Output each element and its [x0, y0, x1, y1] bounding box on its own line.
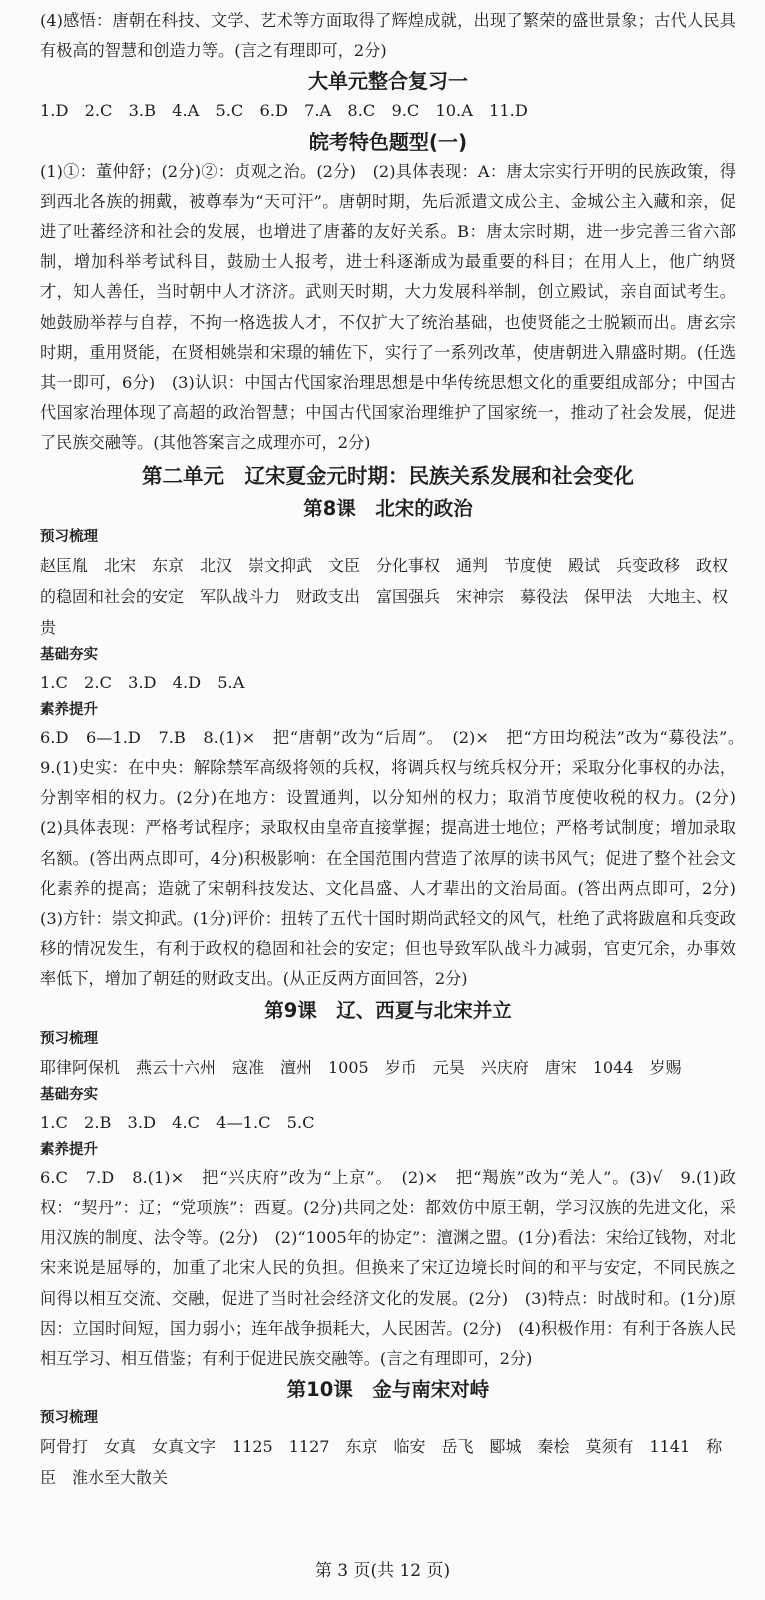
unit2-title: 第二单元 辽宋夏金元时期：民族关系发展和社会变化: [142, 463, 634, 488]
lesson8-preview-label: 预习梳理: [40, 528, 98, 545]
lesson8-improve-text: 6.D 6—1.D 7.B 8.(1)× 把“唐朝”改为“后周”。 (2)× 把“方田均税法”改为“募役法”。 9.(1)史实：在中央：解除禁军高级将领的兵权，将调兵权与统兵权分开；采取分化事权的办法，分割宰相的权力。(2分)在地方：设置通判，以分知州的权力；取消节度使收税的权力。(2分) (2)具体表现：严格考试程序；录取权由皇帝直接掌握；提高进士地位；严格考试制度；增加录取名额。(答出两点即可，4分)积极影响：在全国范围内营造了浓厚的读书风气；促进了整个社会文化素养的提高；造就了宋朝科技发达、文化昌盛、人才辈出的文治局面。(答出两点即可，2分) (3)方针：崇文抑武。(1分)评价：扭转了五代十国时期尚武轻文的风气，杜绝了武将跋扈和兵变政移的情况发生，有利于政权的稳固和社会的安定；但也导致军队战斗力减弱，官吏冗余，办事效率低下，增加了朝廷的财政支出。(从正反两方面回答，2分): [40, 727, 753, 989]
page-footer: 第 3 页(共 12 页): [314, 1561, 451, 1581]
review1-answers: 1.D 2.C 3.B 4.A 5.C 6.D 7.A 8.C 9.C 10.A 11.D: [40, 101, 528, 121]
answer-page: [40, 6, 753, 1493]
lesson9-preview-terms: 耶律阿保机 燕云十六州 寇准 澶州 1005 岁币 元昊 兴庆府 唐宋 1044 岁赐: [40, 1057, 682, 1077]
lesson10-preview-terms: 阿骨打 女真 女真文字 1125 1127 东京 临安 岳飞 郾城 秦桧 莫须有 1141 称臣 淮水至大散关: [40, 1437, 723, 1488]
lesson8-title: 第8课 北宋的政治: [303, 496, 473, 520]
top-paragraph: (4)感悟：唐朝在科技、文学、艺术等方面取得了辉煌成就，出现了繁荣的盛世景象；古代人民具有极高的智慧和创造力等。(言之有理即可，2分): [40, 11, 736, 61]
lesson10-title: 第10课 金与南宋对峙: [286, 1378, 490, 1402]
lesson9-improve-label: 素养提升: [40, 1141, 98, 1158]
review1-title: 大单元整合复习一: [308, 69, 468, 94]
special1-text: (1)①：董仲舒；(2分)②：贞观之治。(2分) (2)具体表现：A：唐太宗实行开明的民族政策，得到西北各族的拥戴，被尊奉为“天可汗”。唐朝时期，先后派遣文成公主、金城公主入藏和亲，促进了吐蕃经济和社会的发展，也增进了唐蕃的友好关系。B：唐太宗时期，进一步完善三省六部制，增加科举考试科目，鼓励士人报考，进士科逐渐成为最重要的科目；在用人上，他广纳贤才，知人善任，当时朝中人才济济。武则天时期，大力发展科举制，创立殿试，亲自面试考生。她鼓励举荐与自荐，不拘一格选拔人才，不仅扩大了统治基础，也使贤能之士脱颖而出。唐玄宗时期，重用贤能，在贤相姚崇和宋璟的辅佐下，实行了一系列改革，使唐朝进入鼎盛时期。(任选其一即可，6分) (3)认识：中国古代国家治理思想是中华传统思想文化的重要组成部分；中国古代国家治理体现了高超的政治智慧；中国古代国家治理维护了国家统一，推动了社会发展，促进了民族交融等。(其他答案言之成理亦可，2分): [40, 161, 736, 453]
lesson8-preview-terms: 赵匡胤 北宋 东京 北汉 崇文抑武 文臣 分化事权 通判 节度使 殿试 兵变政移 政权的稳固和社会的安定 军队战斗力 财政支出 富国强兵 宋神宗 募役法 保甲法 大地主、权贵: [40, 555, 729, 637]
lesson8-basic-label: 基础夯实: [40, 646, 98, 663]
lesson8-basic-answers: 1.C 2.C 3.D 4.D 5.A: [40, 672, 245, 692]
lesson9-basic-answers: 1.C 2.B 3.D 4.C 4—1.C 5.C: [40, 1112, 315, 1132]
lesson9-improve-text: 6.C 7.D 8.(1)× 把“兴庆府”改为“上京”。 (2)× 把“羯族”改为“羌人”。(3)√ 9.(1)政权：“契丹”：辽；“党项族”：西夏。(2分)共同之处：都效仿中原王朝，学习汉族的先进文化，采用汉族的制度、法令等。(2分) (2)“1005年的协定”：澶渊之盟。(1分)看法：宋给辽钱物，对北宋来说是屈辱的，加重了北宋人民的负担。但换来了宋辽边境长时间的和平与安定，不同民族之间得以相互交流、交融，促进了当时社会经济文化的发展。(2分) (3)特点：时战时和。(1分)原因：立国时间短，国力弱小；连年战争损耗大，人民困苦。(2分) (4)积极作用：有利于各族人民相互学习、相互借鉴；有利于促进民族交融等。(言之有理即可，2分): [40, 1167, 736, 1369]
lesson8-improve-label: 素养提升: [40, 701, 98, 718]
lesson9-basic-label: 基础夯实: [40, 1086, 98, 1103]
lesson9-title: 第9课 辽、西夏与北宋并立: [264, 998, 512, 1022]
special1-title: 皖考特色题型(一): [308, 129, 468, 154]
lesson9-preview-label: 预习梳理: [40, 1030, 98, 1047]
lesson10-preview-label: 预习梳理: [40, 1410, 98, 1427]
